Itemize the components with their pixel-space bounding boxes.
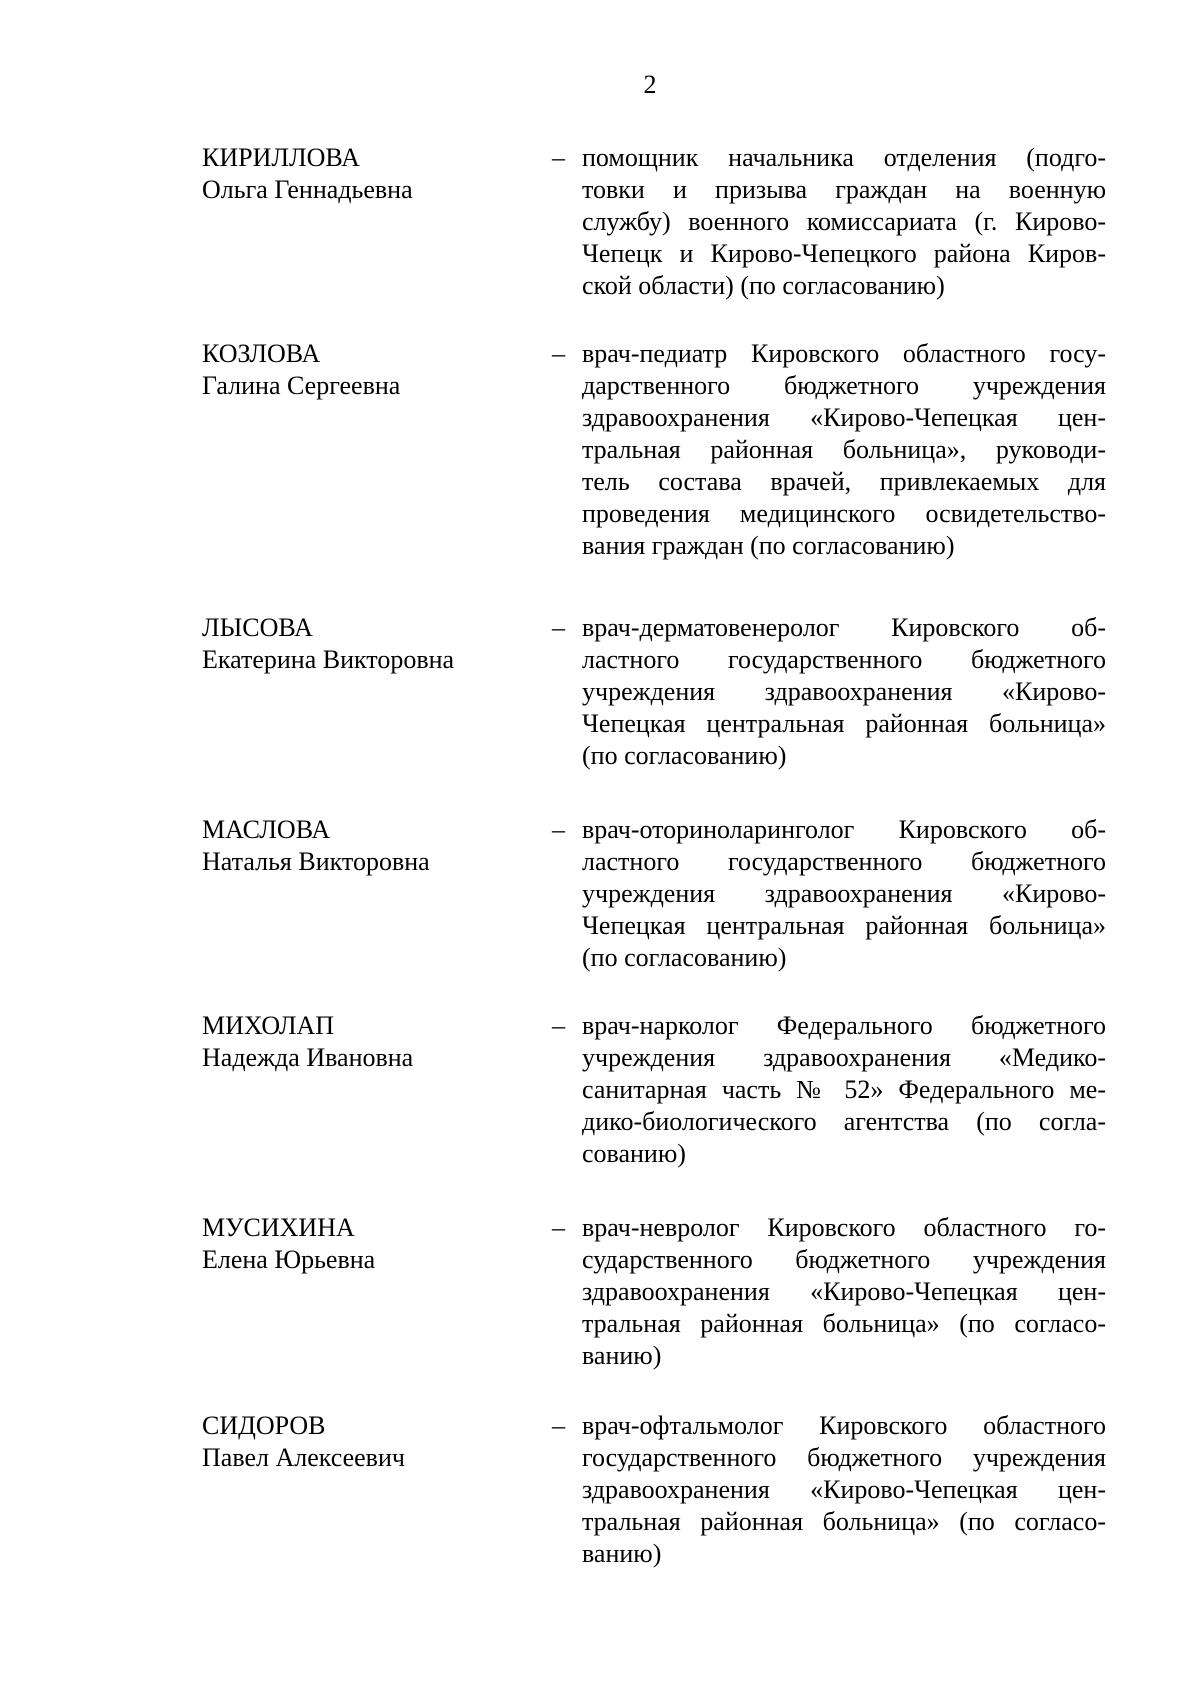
member-name	[202, 338, 532, 402]
role-line: ластного государственного бюджетного	[582, 847, 1106, 876]
role-line: проведения медицинского освидетельство-	[582, 499, 1106, 528]
role-line: товки и призыва граждан на военную	[582, 175, 1106, 204]
member-role	[582, 142, 1106, 302]
member-name	[202, 814, 532, 878]
member-surname: КОЗЛОВА	[202, 339, 321, 368]
member-surname: МАСЛОВА	[202, 815, 331, 844]
role-line: тральная районная больница», руководи-	[582, 435, 1106, 464]
dash-separator: –	[552, 1213, 565, 1242]
role-line: (по согласованию)	[582, 943, 787, 972]
role-line: врач-дерматовенеролог Кировского об-	[582, 613, 1106, 642]
member-role	[582, 1010, 1106, 1170]
member-given-names: Павел Алексеевич	[202, 1443, 405, 1472]
member-given-names: Надежда Ивановна	[202, 1043, 414, 1072]
dash-separator: –	[552, 613, 565, 642]
role-line: Чепецкая центральная районная больница»	[582, 709, 1106, 738]
member-role	[582, 814, 1106, 974]
role-line: дарственного бюджетного учреждения	[582, 371, 1106, 400]
role-line: тель состава врачей, привлекаемых для	[582, 467, 1106, 496]
member-name	[202, 1212, 532, 1276]
role-line: врач-невролог Кировского областного го-	[582, 1213, 1106, 1242]
member-name	[202, 142, 532, 206]
member-surname: СИДОРОВ	[202, 1411, 326, 1440]
role-line: сованию)	[582, 1139, 686, 1168]
member-given-names: Елена Юрьевна	[202, 1245, 376, 1274]
role-line: ластного государственного бюджетного	[582, 645, 1106, 674]
member-given-names: Ольга Геннадьевна	[202, 175, 413, 204]
member-given-names: Екатерина Викторовна	[202, 645, 455, 674]
role-line: ской области) (по согласованию)	[582, 271, 945, 300]
dash-separator: –	[552, 1411, 565, 1440]
role-line: учреждения здравоохранения «Кирово-	[582, 677, 1106, 706]
member-name	[202, 1010, 532, 1074]
member-role	[582, 1410, 1106, 1570]
dash-separator: –	[552, 143, 565, 172]
member-role	[582, 612, 1106, 772]
role-line: дико-биологического агентства (по согла-	[582, 1107, 1106, 1136]
member-surname: КИРИЛЛОВА	[202, 143, 360, 172]
role-line: врач-нарколог Федерального бюджетного	[582, 1011, 1106, 1040]
role-line: тральная районная больница» (по согласо-	[582, 1309, 1106, 1338]
member-role	[582, 338, 1106, 562]
member-name	[202, 612, 532, 676]
role-line: учреждения здравоохранения «Медико-	[582, 1043, 1106, 1072]
role-line: государственного бюджетного учреждения	[582, 1443, 1106, 1472]
role-line: (по согласованию)	[582, 741, 787, 770]
member-surname: МУСИХИНА	[202, 1213, 355, 1242]
role-line: службу) военного комиссариата (г. Кирово-	[582, 207, 1106, 236]
member-name	[202, 1410, 532, 1474]
role-line: тральная районная больница» (по согласо-	[582, 1507, 1106, 1536]
member-surname: ЛЫСОВА	[202, 613, 313, 642]
role-line: здравоохранения «Кирово-Чепецкая цен-	[582, 1277, 1106, 1306]
role-line: сударственного бюджетного учреждения	[582, 1245, 1106, 1274]
page-number: 2	[643, 70, 657, 99]
role-line: здравоохранения «Кирово-Чепецкая цен-	[582, 1475, 1106, 1504]
role-line: Чепецк и Кирово-Чепецкого района Киров-	[582, 239, 1106, 268]
role-line: ванию)	[582, 1539, 662, 1568]
role-line: вания граждан (по согласованию)	[582, 531, 955, 560]
member-role	[582, 1212, 1106, 1372]
member-surname: МИХОЛАП	[202, 1011, 335, 1040]
dash-separator: –	[552, 1011, 565, 1040]
dash-separator: –	[552, 339, 565, 368]
role-line: здравоохранения «Кирово-Чепецкая цен-	[582, 403, 1106, 432]
member-given-names: Галина Сергеевна	[202, 371, 401, 400]
role-line: врач-педиатр Кировского областного госу-	[582, 339, 1106, 368]
dash-separator: –	[552, 815, 565, 844]
role-line: учреждения здравоохранения «Кирово-	[582, 879, 1106, 908]
role-line: врач-офтальмолог Кировского областного	[582, 1411, 1106, 1440]
member-given-names: Наталья Викторовна	[202, 847, 430, 876]
role-line: ванию)	[582, 1341, 662, 1370]
role-line: Чепецкая центральная районная больница»	[582, 911, 1106, 940]
role-line: санитарная часть № 52» Федерального ме-	[582, 1075, 1106, 1104]
role-line: врач-оториноларинголог Кировского об-	[582, 815, 1106, 844]
role-line: помощник начальника отделения (подго-	[582, 143, 1106, 172]
